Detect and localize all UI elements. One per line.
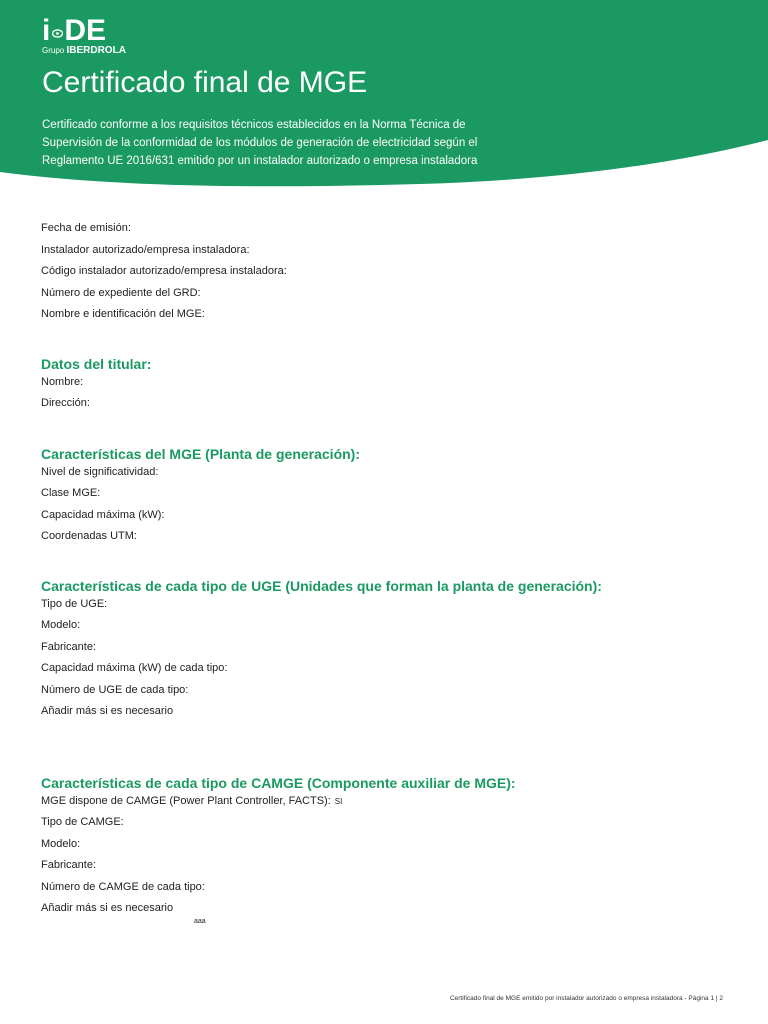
page-subtitle: Certificado conforme a los requisitos técnicos establecidos en la Norma Técnica de Supervisión de la conformidad de los módulos de generación de electricidad según el Reglamento UE 2016/631 emitido por un instalador autorizado o empresa instaladora [42, 119, 478, 167]
footer-text: Certificado final de MGE emitido por instalador autorizado o empresa instaladora [449, 995, 683, 1002]
logo-sub-prefix: Grupo [42, 46, 65, 55]
logo-text: DE [64, 14, 107, 47]
field-fabricante-camge: Fabricante: [41, 859, 97, 871]
field-numero-camge: Número de CAMGE de cada tipo: [41, 880, 205, 893]
header-banner [0, 0, 768, 200]
logo-sub-brand: IBERDROLA [66, 45, 126, 56]
form-content [41, 220, 731, 925]
section-heading-mge: Características del MGE (Planta de generación): [41, 445, 360, 462]
page-footer [450, 995, 723, 1002]
section-heading-titular: Datos del titular: [41, 355, 152, 372]
page-title: Certificado final de MGE [42, 66, 368, 99]
field-fecha-emision: Fecha de emisión: [41, 222, 131, 234]
field-capacidad-tipo-uge: Capacidad máxima (kW) de cada tipo: [41, 662, 228, 674]
logo [42, 16, 126, 56]
field-fabricante-uge: Fabricante: [41, 640, 97, 653]
dispone-camge-value: SI [334, 796, 343, 806]
field-nivel-significatividad: Nivel de significatividad: [41, 465, 159, 478]
field-capacidad-maxima: Capacidad máxima (kW): [41, 508, 165, 521]
field-tipo-uge: Tipo de UGE: [41, 597, 108, 610]
field-numero-uge: Número de UGE de cada tipo: [41, 683, 189, 696]
field-clase-mge: Clase MGE: [41, 487, 101, 499]
field-modelo-uge: Modelo: [41, 619, 81, 631]
dispone-camge-label: MGE dispone de CAMGE (Power Plant Controller, FACTS): [41, 794, 331, 807]
field-expediente-grd: Número de expediente del GRD: [41, 286, 201, 299]
field-nombre-mge: Nombre e identificación del MGE: [41, 308, 205, 320]
section-heading-camge: Características de cada tipo de CAMGE (Componente auxiliar de MGE): [41, 774, 516, 791]
field-tipo-camge: Tipo de CAMGE: [41, 816, 124, 828]
field-nombre: Nombre: [41, 375, 84, 388]
logo-mark-icon [52, 29, 63, 38]
field-codigo-instalador: Código instalador autorizado/empresa instaladora: [41, 265, 287, 277]
field-anadir-camge: Añadir más si es necesario [41, 902, 174, 914]
field-direccion: Dirección: [41, 397, 90, 409]
field-coordenadas-utm: Coordenadas UTM: [41, 530, 137, 542]
field-dispone-camge [41, 793, 731, 815]
note-text: aaa [194, 917, 206, 925]
logo-i: i [42, 14, 51, 47]
section-heading-uge: Características de cada tipo de UGE (Unidades que forman la planta de generación): [41, 577, 602, 594]
footer-page: - Página 1 | 2 [684, 995, 723, 1002]
general-fields [41, 220, 731, 328]
field-anadir-uge: Añadir más si es necesario [41, 705, 174, 717]
field-instalador: Instalador autorizado/empresa instaladora: [41, 243, 250, 256]
field-modelo-camge: Modelo: [41, 837, 81, 850]
